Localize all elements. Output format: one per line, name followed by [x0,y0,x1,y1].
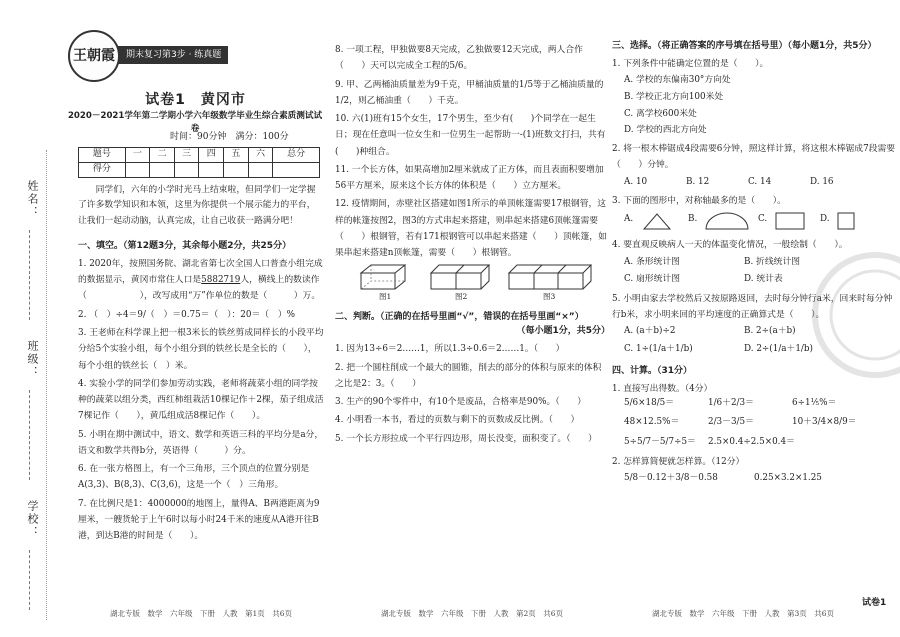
judge-2: 2. 把一个圆柱削成一个最大的圆锥，削去的部分的体积与原来的体积之比是2：3。（ ） [335,362,602,389]
question-2: 2. （ ）÷4＝9/（ ）＝0.75＝（ ）：20＝（ ）% [78,309,296,320]
choice-2-option: A. 10 [624,176,648,187]
choice-3: 3. 下面的图形中，对称轴最多的是（ ）。 [612,196,786,207]
calc-item: 5÷5/7－5/7÷5＝ [624,437,696,448]
school-line [29,550,30,610]
page2-footer: 湖北专版 数学 六年级 下册 人教 第2页 共6页 [381,609,564,618]
choice-4: 4. 要直观反映病人一天的体温变化情况，一般绘制（ ）。 [612,240,848,251]
choice-3-option: A. [624,214,634,225]
calc-item: 5/6×18/5＝ [624,397,675,408]
calc-question-1: 1. 直接写出得数。（4分） [612,383,713,394]
choice-5: 5. 小明由家去学校然后又按原路返回，去时每分钟行a米，回来时每分钟行b米，求小明来回的平均速度的正确算式是（ ）。 [612,293,893,321]
choice-5-option: C. 1÷(1/a＋1/b) [624,343,693,354]
choice-4-option: A. 条形统计图 [624,256,680,267]
calc-item: 48×12.5%＝ [624,417,680,428]
cut-line [46,150,47,620]
score-table-row [79,163,320,178]
page-1 [0,0,330,637]
question-9: 9. 甲、乙两桶油质量差为9千克，甲桶油质量的1/5等于乙桶油质量的1/2，则乙桶油重（ ）千克。 [335,79,604,106]
review-banner: 期末复习第3步 · 练真题 [118,46,228,64]
score-cell[interactable] [248,163,273,178]
score-header-cell: 四 [199,148,224,163]
binding-margin [0,150,62,620]
intro-text: 同学们，六年的小学时光马上结束啦，但同学们一定学握了许多数学知识和本领，这里为你提供一个展示能力的平台，让我们一起动动脑，认真完成，让自己收获一路满分吧！ [78,185,316,226]
choice-2-options [612,174,897,192]
score-cell[interactable] [150,163,175,178]
choice-3-option: D. [820,214,830,225]
choice-2-option: C. 14 [748,176,772,187]
score-cell[interactable] [174,163,199,178]
section-fill-blank [78,240,324,544]
publisher-logo: 王朝霞 [68,30,120,82]
score-header-cell: 三 [174,148,199,163]
score-header-cell: 总分 [273,148,320,163]
score-table [78,147,320,178]
paper-title: 试卷1 黄冈市 [145,92,246,108]
rectangle-shape [774,211,806,231]
choice-5-option: A. (a＋b)÷2 [624,326,676,337]
choice-1-option: B. 学校正北方向100米处 [624,91,724,102]
question-3: 3. 王老师在科学课上把一根3米长的铁丝剪成同样长的小段平均分给5个实验小组，每个小组分到的铁丝长是全长的（ ），每个小组的铁丝长（ ）米。 [78,328,324,371]
choice-1-option: D. 学校的西北方向处 [624,125,707,136]
calc-item: 6÷1⅕%＝ [792,397,837,408]
choice-1: 1. 下列条件中能确定位置的是（ ）。 [612,58,769,69]
tent-figure-2 [427,263,493,291]
tent-figures [355,263,610,305]
score-cell[interactable] [273,163,320,178]
triangle-shape [642,211,672,231]
calc2-item: 0.25×3.2×1.25 [754,472,822,483]
school-label: 学校： [26,500,40,539]
square-shape [836,211,856,231]
page3-footer: 湖北专版 数学 六年级 下册 人教 第3页 共6页 [652,609,835,618]
fig-label-1: 图1 [379,292,392,302]
section4-title: 四、计算。（31分） [612,365,693,376]
question-12: 12. 疫情期间，赤壁社区搭建如图1所示的单顶帐篷需要17根钢管，这样的帐篷按图2，图3的方式串起来搭建，则串起来搭建6顶帐篷需要（ ）根钢管，若有171根钢管可以串起来搭建（ ）顶帐篷，如果串起来搭建n顶帐篷，需要（ ）根钢管。 [335,199,607,259]
choice-1-option: A. 学校的东偏南30°方向处 [624,75,731,86]
name-line [29,230,30,320]
tent-figure-1 [355,263,415,291]
choice-3-shapes [612,209,897,235]
choice-2: 2. 将一根木棒锯成4段需要6分钟，照这样计算，将这根木棒锯成7段需要（ ）分钟。 [612,144,896,171]
time-score-info: 时间：90分钟 满分：100分 [170,132,289,142]
tent-figure-3 [505,263,595,291]
fig-label-2: 图2 [455,292,468,302]
score-row-label: 得分 [79,163,126,178]
score-header-cell: 六 [248,148,273,163]
calc2-item: 5/8－0.12＋3/8－0.58 [624,472,718,483]
calc2-row [612,470,897,488]
choice-5-option: B. 2÷(a＋b) [744,326,796,337]
semicircle-shape [704,211,750,231]
choice-2-option: B. 12 [686,176,710,187]
page1-footer: 湖北专版 数学 六年级 下册 人教 第1页 共6页 [110,609,293,618]
judge-1: 1. 因为13÷6＝2……1，所以1.3÷0.6＝2……1。（ ） [335,344,565,355]
calc-item: 2/3－3/5＝ [708,417,754,428]
calc-item: 1/6＋2/3＝ [708,397,754,408]
calc-item: 10＋3/4×8/9＝ [792,417,857,428]
score-cell[interactable] [199,163,224,178]
choice-2-option: D. 16 [810,176,834,187]
question-1: 1. 2020年，按照国务院、湖北省第七次全国人口普查小组完成的数据显示，黄冈市常住人口是5882719人，横线上的数读作（ ），改写成用“万”作单位的数是（ ）万。 [78,258,323,302]
choice-3-option: C. [758,214,768,225]
section3-title: 三、选择。（将正确答案的序号填在括号里）（每小题1分，共5分） [612,41,877,51]
calc-grid [612,397,897,450]
question-8: 8. 一项工程，甲独做要8天完成，乙独做要12天完成，两人合作（ ）天可以完成全工程的5/6。 [335,45,583,72]
choice-4-option: D. 统计表 [744,274,783,285]
class-label: 班级： [26,340,40,379]
question-7: 7. 在比例尺是1：4000000的地图上，量得A、B两港距离为9厘米，一艘货轮于上午6时以每小时24千米的速度从A港开往B港，到达B港的时间是（ ）。 [78,498,320,542]
question-4: 4. 实验小学的同学们参加劳动实践，老师将蔬菜小组的同学按种的蔬菜以组分类，西红柿组栽活10棵记作＋2棵，茄子组成活7棵记作（ ），黄瓜组成活8棵记作（ ）。 [78,378,324,422]
score-cell[interactable] [224,163,249,178]
score-header-cell: 题号 [79,148,126,163]
score-header-cell: 一 [125,148,150,163]
score-cell[interactable] [125,163,150,178]
choice-4-option: C. 扇形统计图 [624,274,680,285]
paper-tag: 试卷1 [862,598,887,608]
choice-1-option: C. 离学校600米处 [624,108,697,119]
question-6: 6. 在一张方格图上，有一个三角形，三个顶点的位置分别是A(3,3)、B(8,3)、C(3,6)，这是一个（ ）三角形。 [78,464,310,491]
judge-3: 3. 生产的90个零件中，有10个是废品，合格率是90%。（ ） [335,397,587,408]
question-11: 11. 一个长方体，如果高增加2厘米就成了正方体，而且表面积要增加56平方厘米，原来这个长方体的体积是（ ）立方厘米。 [335,164,604,192]
choice-3-option: B. [688,214,698,225]
choice-4-option: B. 折线统计图 [744,256,801,267]
choice-5-option: D. 2÷(1/a＋1/b) [744,343,813,354]
section2-title: 二、判断。（正确的在括号里画“√”，错误的在括号里画“×”） [335,312,584,323]
fig-label-3: 图3 [543,292,556,302]
score-table-header [79,148,320,163]
section2-note: （每小题1分，共5分） [516,326,610,337]
judge-5: 5. 一个长方形拉成一个平行四边形，周长没变，面积变了。（ ） [335,433,597,444]
page2-content [335,40,610,447]
class-line [29,390,30,480]
name-label: 姓名： [26,180,40,219]
section1-title: 一、填空。（第12题3分，其余每小题2分，共25分） [78,241,292,251]
calc-question-2: 2. 怎样算简便就怎样算。（12分） [612,456,745,467]
paper-subtitle: 2020－2021学年第二学期小学六年级数学毕业生综合素质测试试卷 [67,111,323,135]
score-header-cell: 五 [224,148,249,163]
calc-item: 2.5×0.4÷2.5×0.4＝ [708,437,795,448]
judge-4: 4. 小明看一本书，看过的页数与剩下的页数成反比例。（ ） [335,415,580,426]
question-10: 10. 六(1)班有15个女生，17个男生，至少有( )个同学在一起生日；现在任意叫一位女生和一位男生一起帮助一-(1)班数文打扫，共有( )种组合。 [335,114,606,157]
page-2 [335,0,610,637]
watermark-seal [800,240,900,390]
score-header-cell: 二 [150,148,175,163]
question-5: 5. 小明在期中测试中，语文、数学和英语三科的平均分是a分，语文和数学共得b分，英语得（ ）分。 [78,429,324,456]
